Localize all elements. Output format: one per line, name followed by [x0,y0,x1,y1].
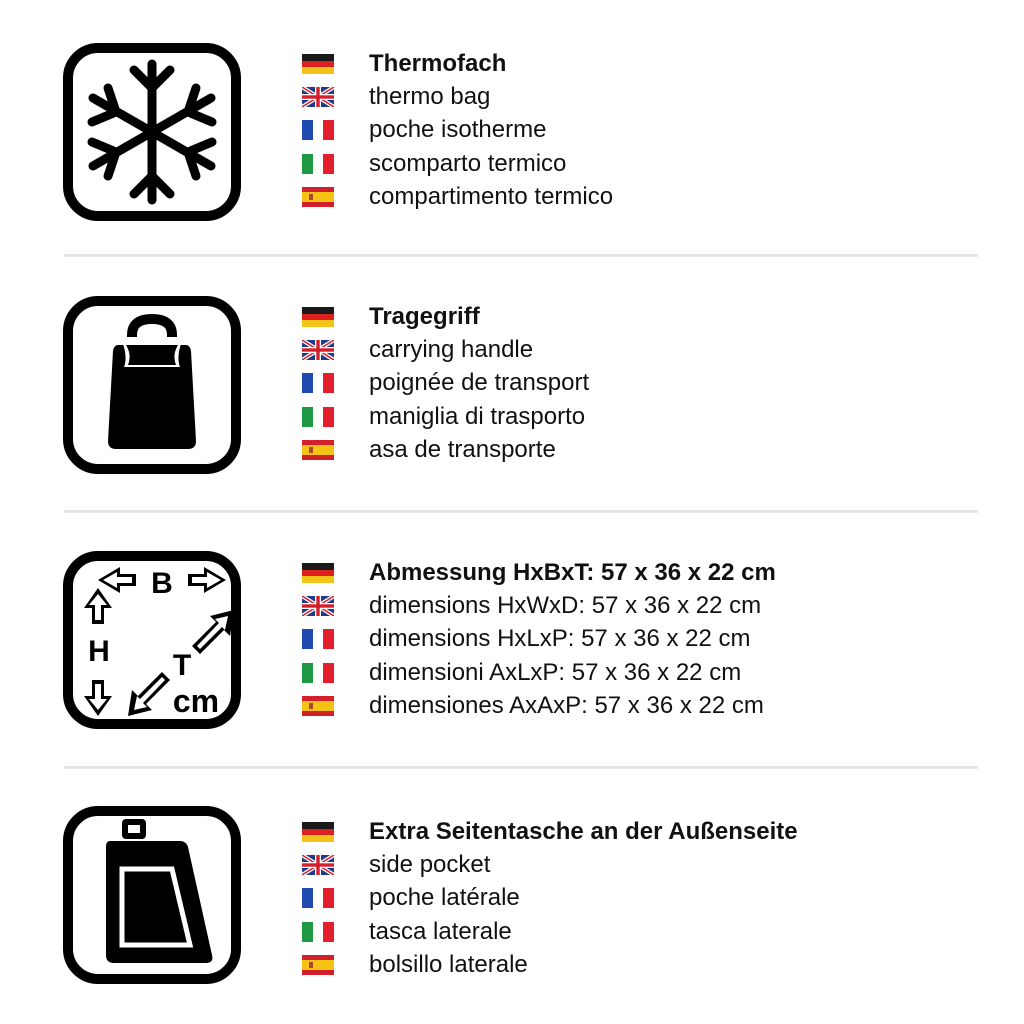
french-flag-icon [302,120,334,140]
label-es: compartimento termico [302,180,613,213]
label-fr: dimensions HxLxP: 57 x 36 x 22 cm [302,623,776,656]
uk-flag-icon [302,340,334,360]
italian-flag-icon [302,922,334,942]
german-flag-icon [302,54,334,74]
divider [64,254,978,257]
carry-bag-icon [62,295,242,475]
dimension-unit-label: cm [172,683,220,719]
label-en: thermo bag [302,80,613,113]
divider [64,766,978,769]
label-de: Extra Seitentasche an der Außenseite [302,815,798,848]
dimension-width-label: B [151,567,173,600]
label-fr: poche latérale [302,882,798,915]
label-en: side pocket [302,848,798,881]
german-flag-icon [302,563,334,583]
label-fr: poignée de transport [302,367,589,400]
german-flag-icon [302,307,334,327]
label-es: bolsillo laterale [302,948,798,981]
italian-flag-icon [302,154,334,174]
label-it: dimensioni AxLxP: 57 x 36 x 22 cm [302,656,776,689]
uk-flag-icon [302,596,334,616]
label-it: scomparto termico [302,147,613,180]
dimension-depth-label: T [172,649,192,682]
spanish-flag-icon [302,440,334,460]
label-it: maniglia di trasporto [302,400,589,433]
german-flag-icon [302,822,334,842]
label-de: Tragegriff [302,300,589,333]
snowflake-icon [62,42,242,222]
italian-flag-icon [302,663,334,683]
label-en: dimensions HxWxD: 57 x 36 x 22 cm [302,589,776,622]
spanish-flag-icon [302,955,334,975]
label-en: carrying handle [302,333,589,366]
uk-flag-icon [302,855,334,875]
spanish-flag-icon [302,696,334,716]
uk-flag-icon [302,87,334,107]
french-flag-icon [302,373,334,393]
spanish-flag-icon [302,187,334,207]
label-es: dimensiones AxAxP: 57 x 36 x 22 cm [302,689,776,722]
side-pocket-icon [62,805,242,985]
label-es: asa de transporte [302,433,589,466]
label-fr: poche isotherme [302,114,613,147]
label-de: Thermofach [302,47,613,80]
label-it: tasca laterale [302,915,798,948]
label-de: Abmessung HxBxT: 57 x 36 x 22 cm [302,556,776,589]
italian-flag-icon [302,407,334,427]
french-flag-icon [302,629,334,649]
french-flag-icon [302,888,334,908]
dimension-height-label: H [88,635,110,668]
dimensions-icon [62,550,242,730]
divider [64,510,978,513]
